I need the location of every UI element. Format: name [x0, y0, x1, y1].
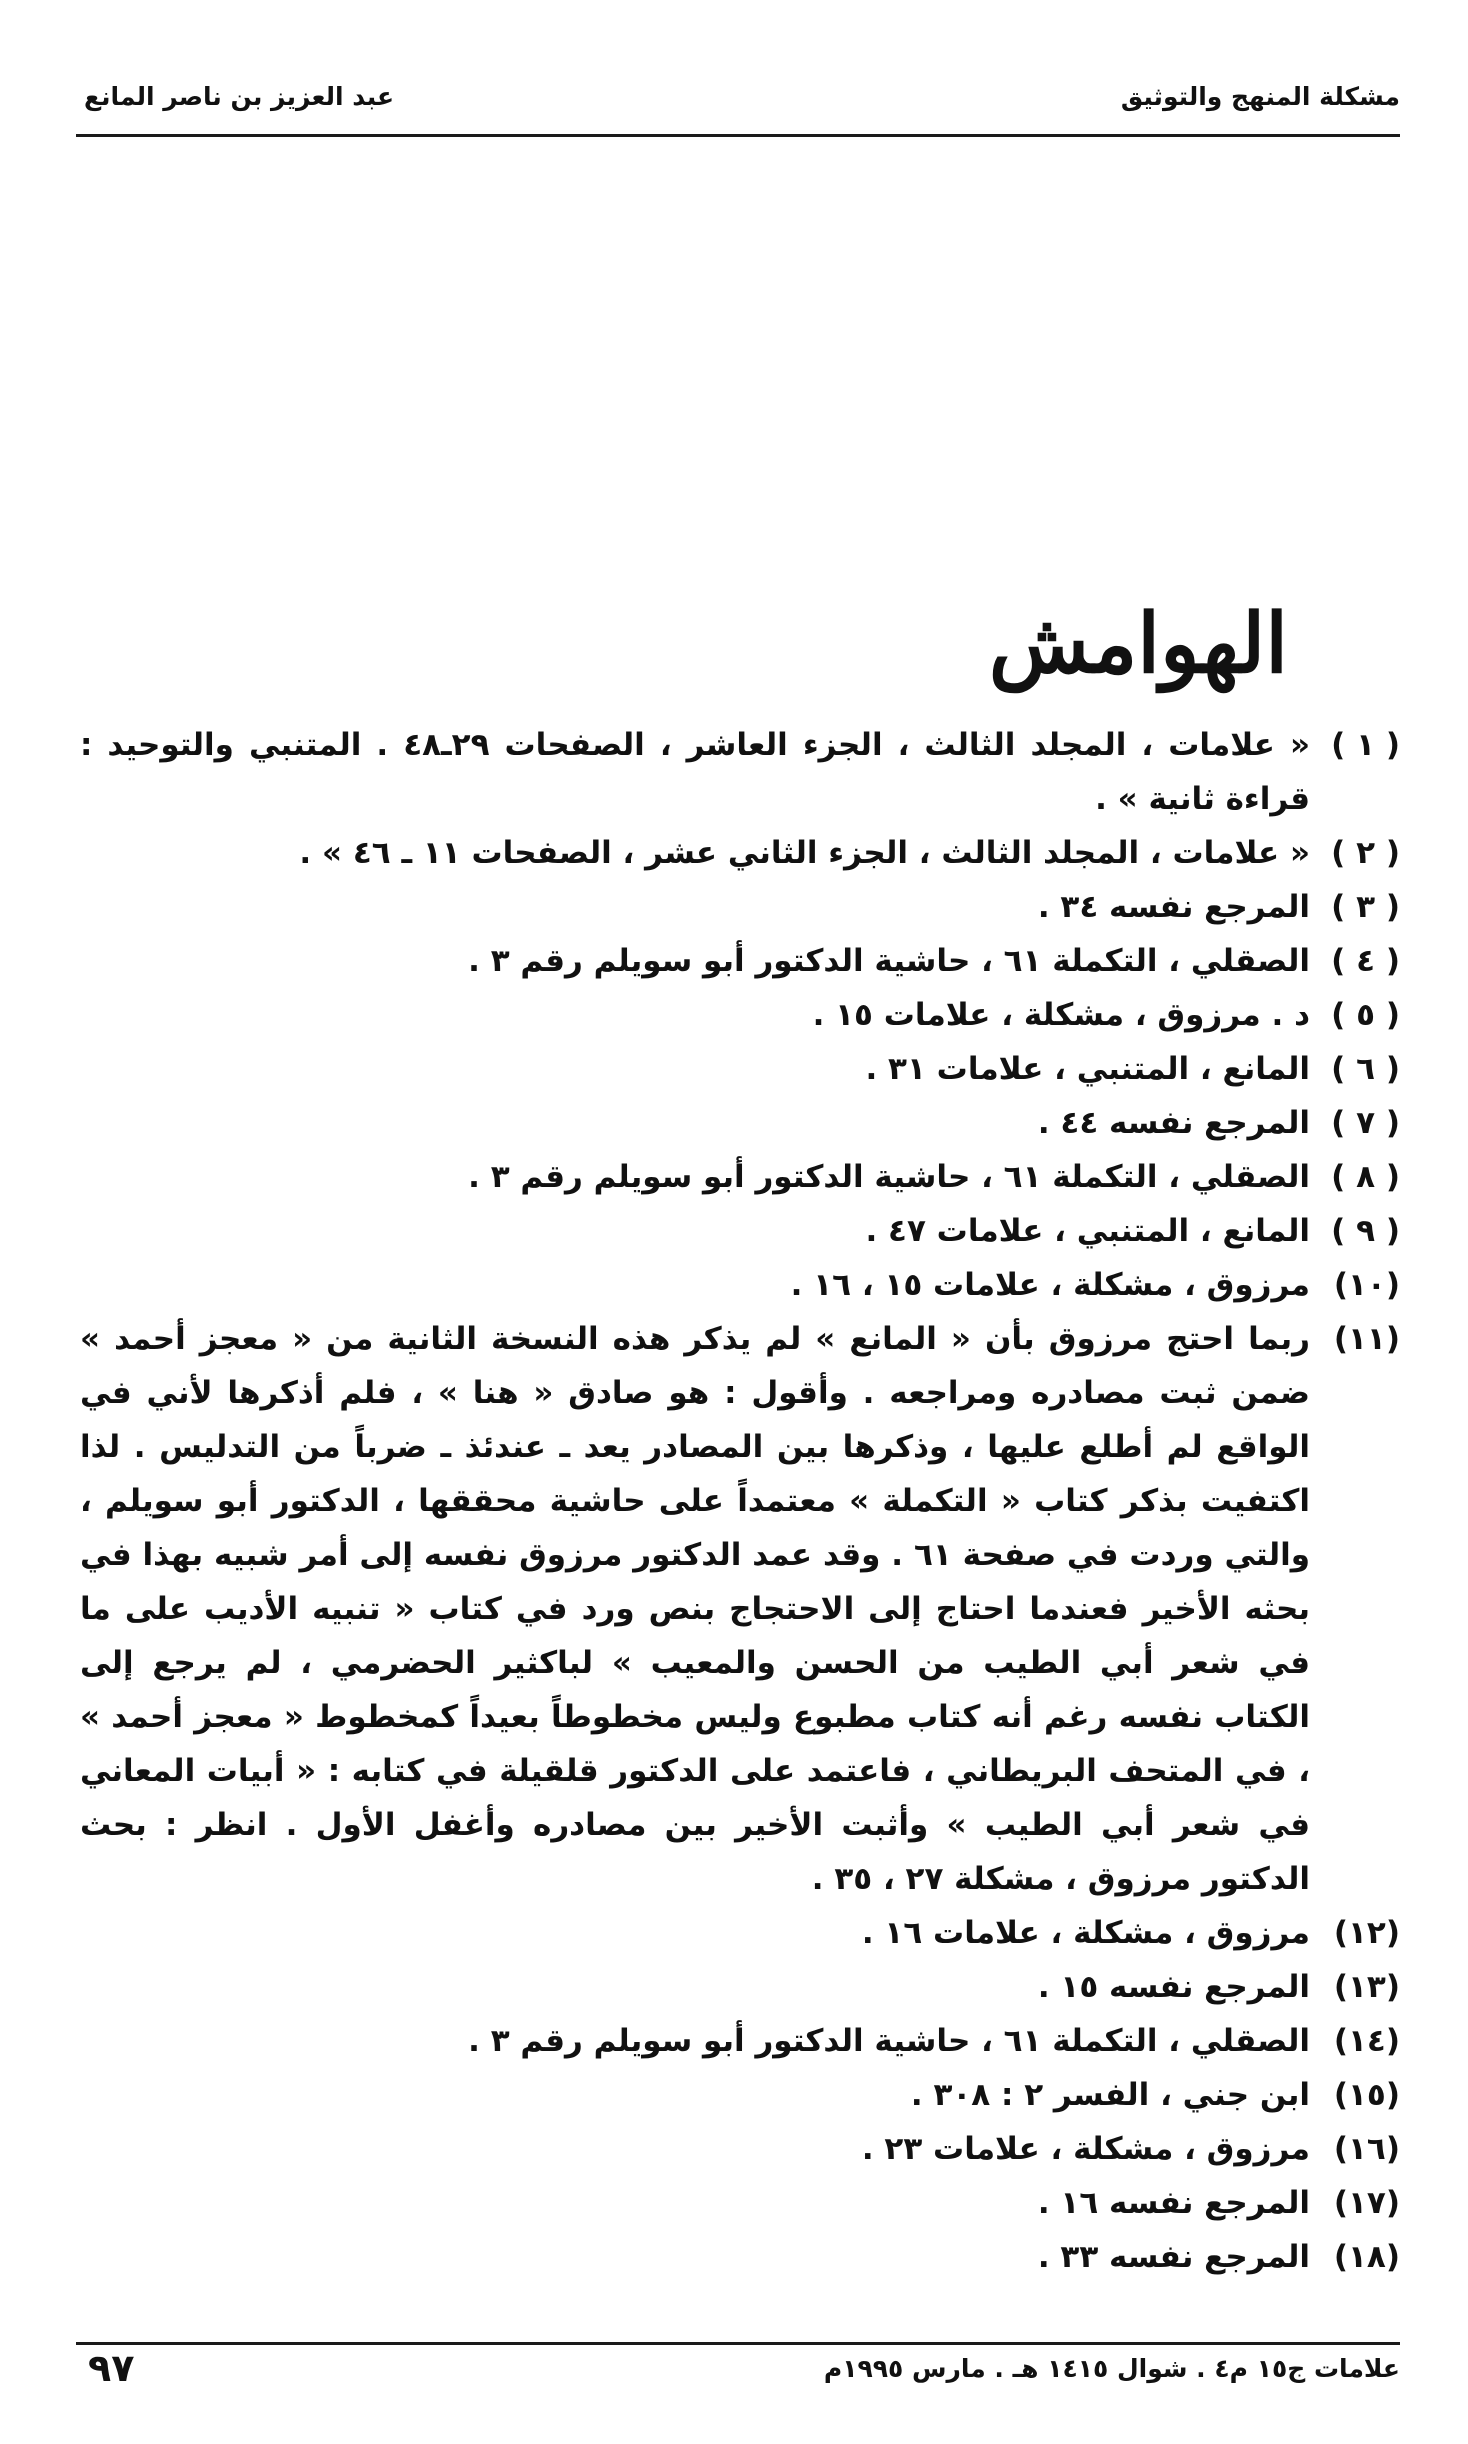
footnote-number: (١٦) — [1333, 2131, 1400, 2167]
footnote-text: المرجع نفسه ٤٤ . — [1037, 1105, 1310, 1141]
footnote-text: المرجع نفسه ١٦ . — [1037, 2185, 1310, 2221]
footnote-item — [80, 934, 1400, 988]
page-title: الهوامش — [988, 595, 1288, 692]
page-number: ٩٧ — [88, 2346, 135, 2390]
footnote-item — [80, 880, 1400, 934]
footer-rule — [76, 2342, 1400, 2345]
footnote-number: (١٧) — [1333, 2185, 1400, 2221]
footnote-number: (١٠) — [1333, 1267, 1400, 1303]
footnote-text: المانع ، المتنبي ، علامات ٤٧ . — [865, 1213, 1310, 1249]
footnote-item — [80, 1042, 1400, 1096]
footnote-text: د . مرزوق ، مشكلة ، علامات ١٥ . — [812, 997, 1310, 1033]
footnote-item — [80, 2068, 1400, 2122]
footnote-item — [80, 2176, 1400, 2230]
footnote-number: ( ٩ ) — [1331, 1213, 1400, 1249]
footnote-item — [80, 1096, 1400, 1150]
footnote-number: ( ٣ ) — [1331, 889, 1400, 925]
footnote-item — [80, 2014, 1400, 2068]
footnote-number: (١٥) — [1333, 2077, 1400, 2113]
footnote-text: مرزوق ، مشكلة ، علامات ٢٣ . — [861, 2131, 1310, 2167]
footnote-item — [80, 1906, 1400, 1960]
footnote-text: ابن جني ، الفسر ٢ : ٣٠٨ . — [910, 2077, 1310, 2113]
footnote-number: ( ٦ ) — [1331, 1051, 1400, 1087]
footnote-item — [80, 1312, 1400, 1906]
footnote-text: « علامات ، المجلد الثالث ، الجزء العاشر ، الصفحات ٢٩ـ٤٨ . المتنبي والتوحيد : قراءة ثانية » . — [80, 727, 1310, 817]
footnote-number: (١١) — [1333, 1321, 1400, 1357]
footnote-text: الصقلي ، التكملة ٦١ ، حاشية الدكتور أبو سويلم رقم ٣ . — [468, 2023, 1310, 2059]
footnote-number: ( ٨ ) — [1331, 1159, 1400, 1195]
footnote-text: المرجع نفسه ٣٤ . — [1037, 889, 1310, 925]
footnote-number: (١٨) — [1333, 2239, 1400, 2275]
footnote-text: مرزوق ، مشكلة ، علامات ١٦ . — [861, 1915, 1310, 1951]
footnotes-list — [80, 718, 1400, 2284]
running-head-author: عبد العزيز بن ناصر المانع — [84, 82, 395, 111]
footnote-number: ( ٤ ) — [1331, 943, 1400, 979]
footnote-item — [80, 1960, 1400, 2014]
footnote-text: الصقلي ، التكملة ٦١ ، حاشية الدكتور أبو سويلم رقم ٣ . — [468, 1159, 1310, 1195]
footnote-text: المانع ، المتنبي ، علامات ٣١ . — [865, 1051, 1310, 1087]
header-rule — [76, 134, 1400, 137]
footnote-item — [80, 1150, 1400, 1204]
footnote-number: ( ٧ ) — [1331, 1105, 1400, 1141]
footnote-item — [80, 988, 1400, 1042]
footnote-item — [80, 826, 1400, 880]
footnote-number: (١٢) — [1333, 1915, 1400, 1951]
journal-info: علامات ج١٥ م٤ . شوال ١٤١٥ هـ . مارس ١٩٩٥م — [823, 2354, 1400, 2383]
footnote-number: (١٤) — [1333, 2023, 1400, 2059]
footnote-text: المرجع نفسه ٣٣ . — [1037, 2239, 1310, 2275]
running-head-title: مشكلة المنهج والتوثيق — [1120, 82, 1400, 111]
footnote-item — [80, 718, 1400, 826]
footnote-item — [80, 1258, 1400, 1312]
footnote-number: ( ١ ) — [1331, 727, 1400, 763]
footnote-text: مرزوق ، مشكلة ، علامات ١٥ ، ١٦ . — [790, 1267, 1310, 1303]
running-head — [84, 82, 1400, 122]
footnote-number: ( ٢ ) — [1331, 835, 1400, 871]
footnote-text: المرجع نفسه ١٥ . — [1037, 1969, 1310, 2005]
footnote-text: « علامات ، المجلد الثالث ، الجزء الثاني عشر ، الصفحات ١١ ـ ٤٦ » . — [299, 835, 1310, 871]
footnote-item — [80, 1204, 1400, 1258]
footnote-text: الصقلي ، التكملة ٦١ ، حاشية الدكتور أبو سويلم رقم ٣ . — [468, 943, 1310, 979]
footnote-number: (١٣) — [1333, 1969, 1400, 2005]
footnote-item — [80, 2122, 1400, 2176]
footnote-number: ( ٥ ) — [1331, 997, 1400, 1033]
footnote-item — [80, 2230, 1400, 2284]
footnote-text: ربما احتج مرزوق بأن « المانع » لم يذكر هذه النسخة الثانية من « معجز أحمد » ضمن ثبت مصادره ومراجعه . وأقول : هو صادق « هنا » ، فلم أذكرها لأني في الواقع لم أطلع عليها ، وذكرها بين المصادر يعد ـ عندئذ ـ ضرباً من التدليس . لذا اكتفيت بذكر كتاب « التكملة » معتمداً على حاشية محققها ، الدكتور أبو سويلم ، والتي وردت في صفحة ٦١ . وقد عمد الدكتور مرزوق نفسه إلى أمر شبيه بهذا في بحثه الأخير فعندما احتاج إلى الاحتجاج بنص ورد في كتاب « تنبيه الأديب على ما في شعر أبي الطيب من الحسن والمعيب » لباكثير الحضرمي ، لم يرجع إلى الكتاب نفسه رغم أنه كتاب مطبوع وليس مخطوطاً بعيداً كمخطوط « معجز أحمد » ، في المتحف البريطاني ، فاعتمد على الدكتور قلقيلة في كتابه : « أبيات المعاني في شعر أبي الطيب » وأثبت الأخير بين مصادره وأغفل الأول . انظر : بحث الدكتور مرزوق ، مشكلة ٢٧ ، ٣٥ . — [80, 1321, 1311, 1897]
